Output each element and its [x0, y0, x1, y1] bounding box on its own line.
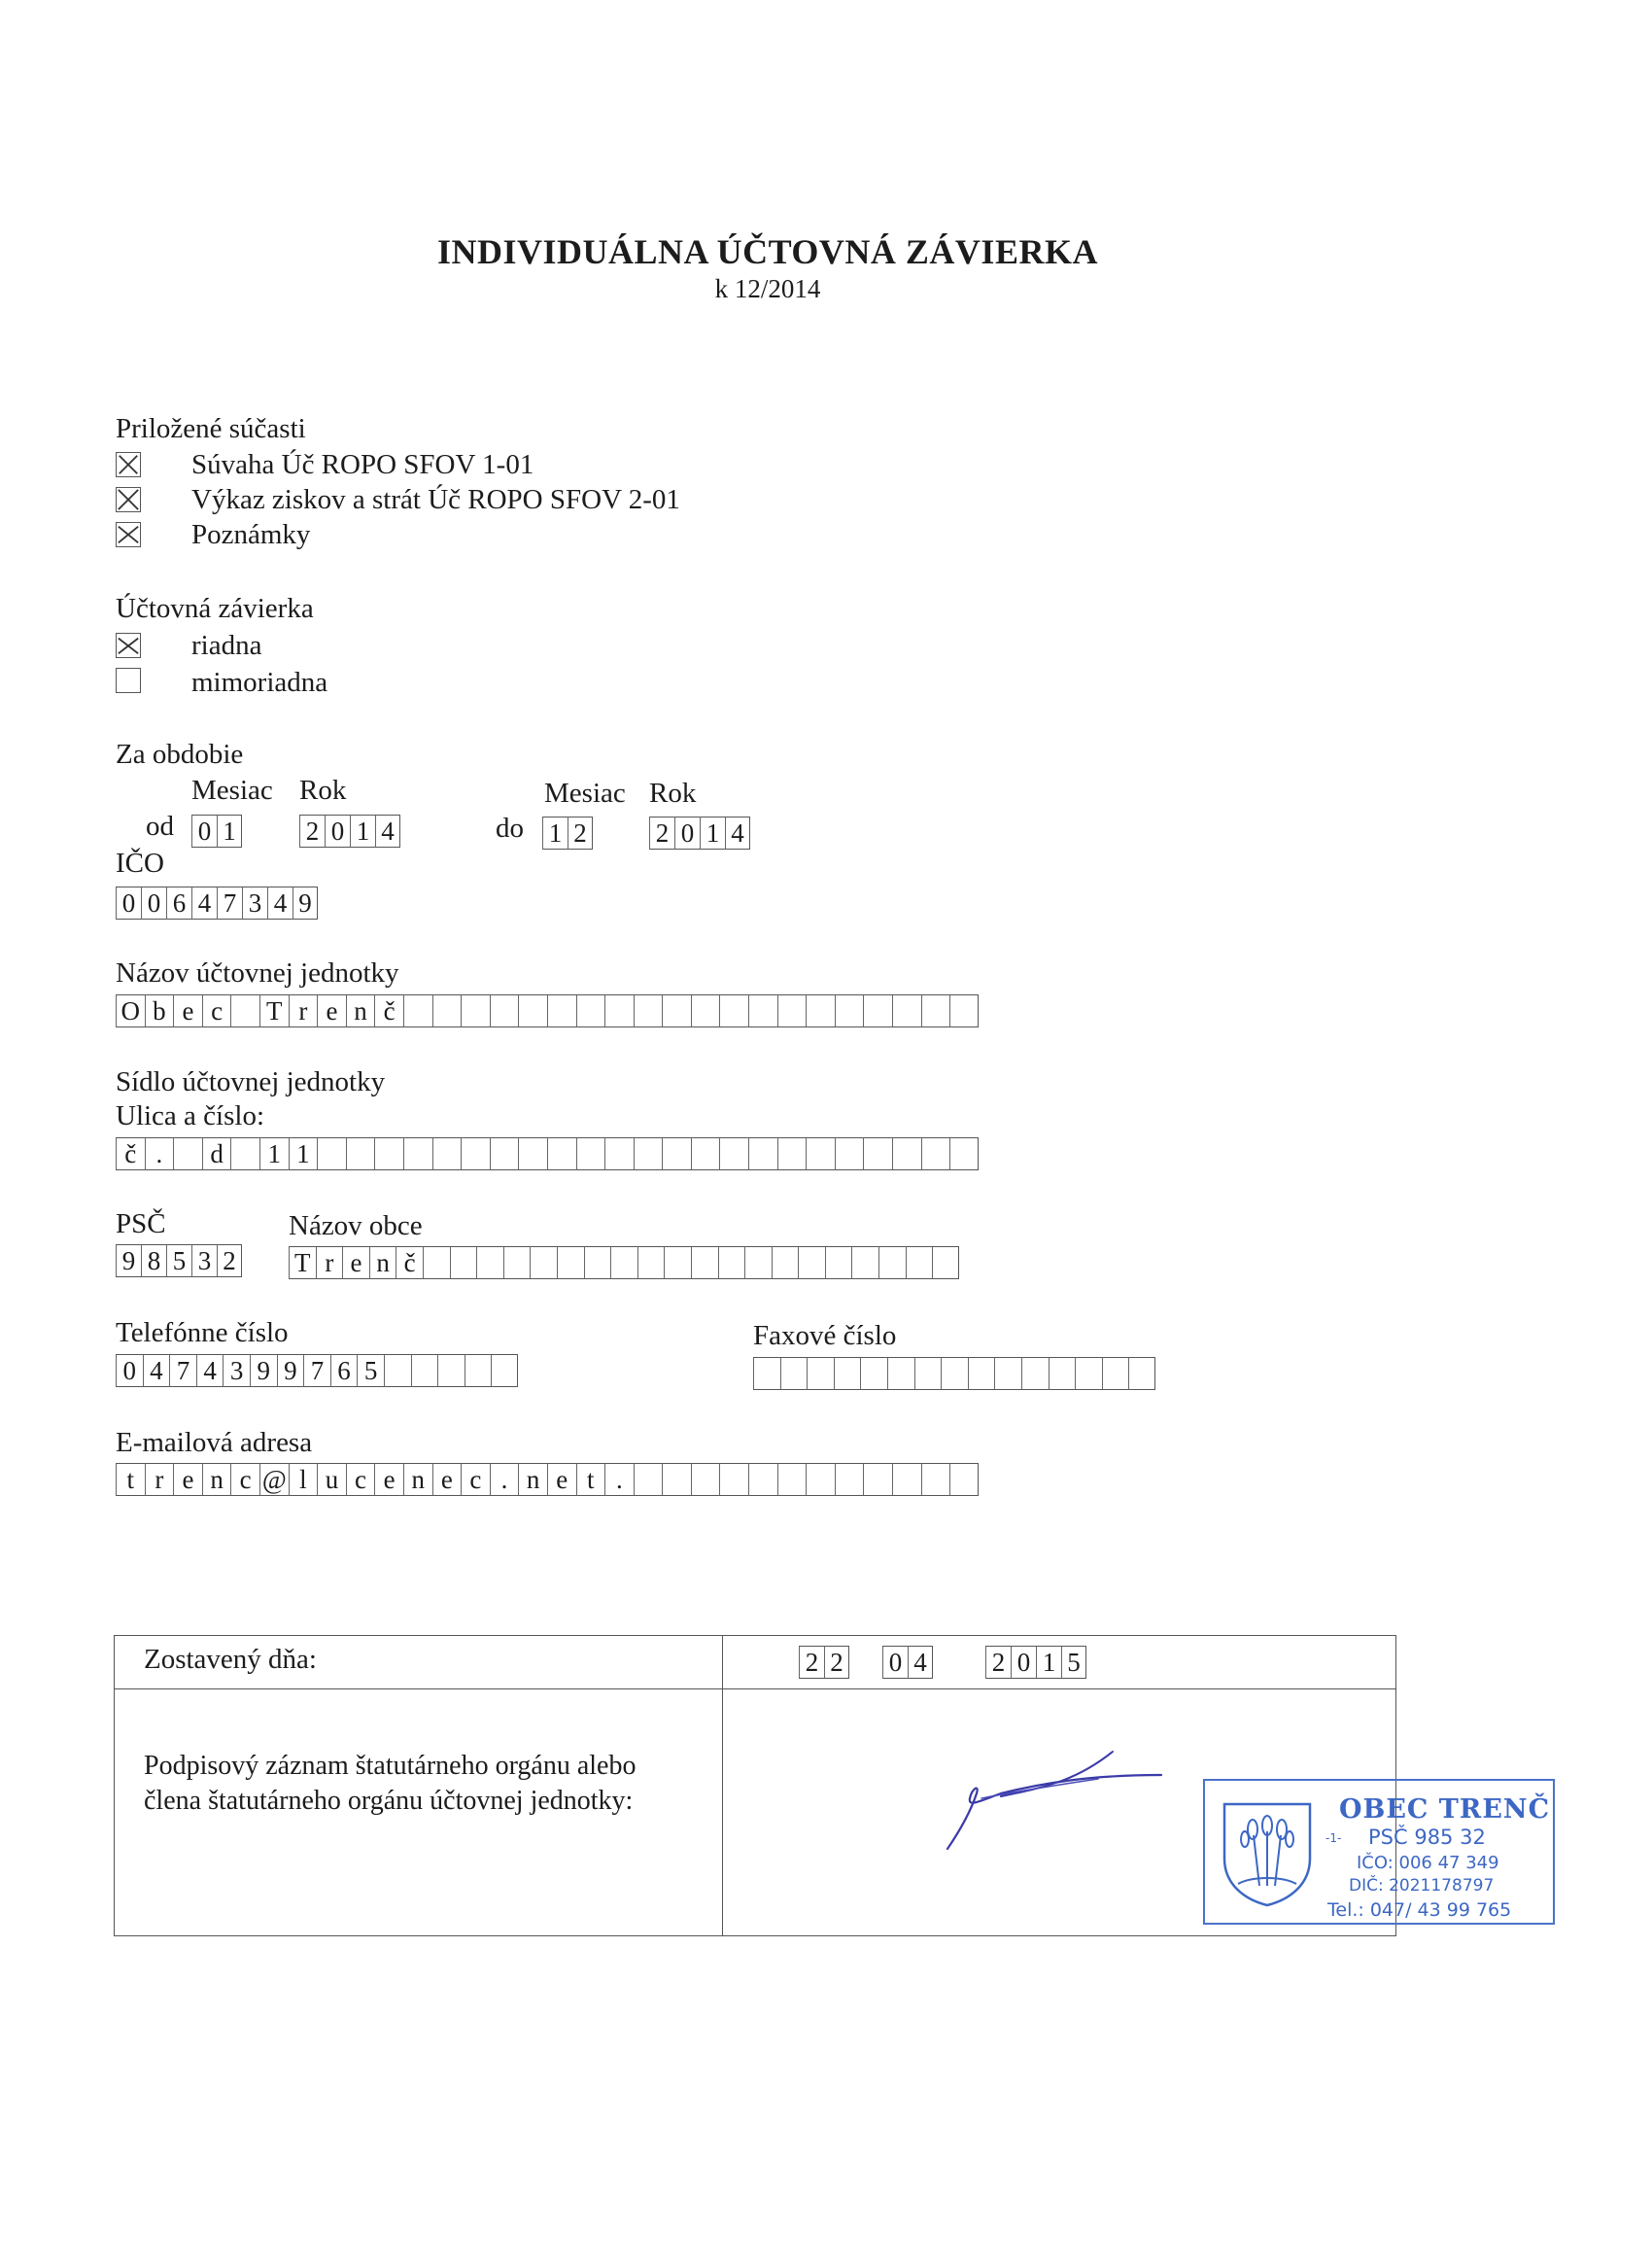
to-label: do	[496, 813, 524, 844]
char-cell	[403, 994, 432, 1027]
char-cell	[753, 1357, 780, 1390]
char-cell	[547, 994, 576, 1027]
from-month-field[interactable]	[191, 815, 242, 848]
char-cell: 2	[299, 815, 325, 848]
char-cell: 0	[1011, 1646, 1036, 1679]
char-cell: e	[317, 994, 346, 1027]
char-cell: 3	[223, 1354, 250, 1387]
char-cell: 2	[217, 1244, 242, 1277]
char-cell: 0	[116, 887, 141, 920]
char-cell	[921, 1137, 950, 1170]
char-cell	[835, 1463, 864, 1496]
char-cell: č	[374, 994, 403, 1027]
char-cell: .	[604, 1463, 634, 1496]
char-cell	[461, 994, 490, 1027]
char-cell	[835, 1137, 864, 1170]
char-cell: 6	[166, 887, 191, 920]
char-cell	[317, 1137, 346, 1170]
char-cell: T	[259, 994, 289, 1027]
char-cell	[1128, 1357, 1155, 1390]
email-label: E-mailová adresa	[116, 1427, 313, 1458]
to-year-label: Rok	[649, 778, 697, 809]
street-field[interactable]	[116, 1137, 979, 1170]
char-cell: e	[374, 1463, 403, 1496]
char-cell: 0	[141, 887, 166, 920]
char-cell: .	[490, 1463, 519, 1496]
checkbox-vykaz[interactable]	[116, 487, 141, 512]
entity-name-label: Názov účtovnej jednotky	[116, 957, 399, 989]
char-cell	[634, 994, 663, 1027]
char-cell	[503, 1246, 531, 1279]
char-cell	[662, 1463, 691, 1496]
char-cell	[530, 1246, 557, 1279]
char-cell	[691, 994, 720, 1027]
char-cell: 1	[289, 1137, 318, 1170]
signature-icon	[943, 1740, 1176, 1857]
from-label: od	[146, 811, 174, 842]
psc-field[interactable]	[116, 1244, 242, 1277]
char-cell	[634, 1463, 663, 1496]
char-cell: 2	[824, 1646, 849, 1679]
char-cell	[748, 1463, 777, 1496]
town-field[interactable]	[289, 1246, 959, 1279]
stamp-tel: Tel.: 047/ 43 99 765	[1327, 1899, 1512, 1921]
char-cell	[777, 1463, 807, 1496]
char-cell	[490, 1137, 519, 1170]
char-cell	[432, 994, 462, 1027]
char-cell	[557, 1246, 584, 1279]
char-cell	[230, 994, 259, 1027]
char-cell	[748, 994, 777, 1027]
char-cell	[914, 1357, 942, 1390]
char-cell: č	[116, 1137, 145, 1170]
ico-label: IČO	[116, 848, 164, 879]
document-subtitle: k 12/2014	[714, 274, 821, 303]
char-cell: .	[145, 1137, 174, 1170]
from-year-field[interactable]	[299, 815, 400, 848]
street-label: Ulica a číslo:	[116, 1100, 265, 1131]
char-cell: 2	[649, 817, 674, 850]
char-cell	[450, 1246, 477, 1279]
char-cell: t	[116, 1463, 145, 1496]
signature-label-line1: Podpisový záznam štatutárneho orgánu alebo	[144, 1751, 637, 1781]
attachment-label-poznamky: Poznámky	[191, 519, 311, 550]
char-cell: 3	[242, 887, 267, 920]
from-month-label: Mesiac	[191, 775, 273, 806]
char-cell: c	[202, 994, 231, 1027]
char-cell	[403, 1137, 432, 1170]
char-cell: 9	[277, 1354, 304, 1387]
char-cell	[411, 1354, 438, 1387]
to-month-label: Mesiac	[544, 778, 626, 809]
stamp-psc: PSČ 985 32	[1368, 1826, 1486, 1849]
char-cell	[878, 1246, 906, 1279]
char-cell	[892, 994, 921, 1027]
char-cell	[806, 994, 835, 1027]
char-cell: n	[403, 1463, 432, 1496]
phone-label: Telefónne číslo	[116, 1317, 289, 1348]
attachment-label-suvaha: Súvaha Úč ROPO SFOV 1-01	[191, 449, 534, 480]
char-cell	[423, 1246, 450, 1279]
compiled-day-field[interactable]	[799, 1646, 849, 1679]
char-cell: e	[173, 1463, 202, 1496]
entity-name-field[interactable]	[116, 994, 979, 1027]
char-cell	[432, 1137, 462, 1170]
char-cell	[892, 1137, 921, 1170]
seat-label: Sídlo účtovnej jednotky	[116, 1066, 386, 1097]
char-cell: t	[576, 1463, 605, 1496]
to-month-field[interactable]	[542, 817, 593, 850]
char-cell	[949, 994, 979, 1027]
compiled-year-field[interactable]	[985, 1646, 1086, 1679]
char-cell: b	[145, 994, 174, 1027]
char-cell	[691, 1137, 720, 1170]
char-cell: @	[259, 1463, 289, 1496]
char-cell	[834, 1357, 861, 1390]
statement-type-label: Účtovná závierka	[116, 593, 314, 624]
char-cell: T	[289, 1246, 316, 1279]
char-cell	[719, 1137, 748, 1170]
char-cell: 1	[350, 815, 375, 848]
char-cell	[384, 1354, 411, 1387]
char-cell	[949, 1463, 979, 1496]
statement-type-riadna: riadna	[191, 630, 262, 661]
char-cell: 1	[700, 817, 725, 850]
compiled-month-field[interactable]	[882, 1646, 933, 1679]
char-cell	[662, 994, 691, 1027]
char-cell	[634, 1137, 663, 1170]
char-cell	[230, 1137, 259, 1170]
char-cell	[604, 994, 634, 1027]
char-cell	[604, 1137, 634, 1170]
char-cell: r	[145, 1463, 174, 1496]
stamp-number: -1-	[1325, 1831, 1342, 1845]
char-cell: l	[289, 1463, 318, 1496]
char-cell	[691, 1463, 720, 1496]
char-cell	[949, 1137, 979, 1170]
char-cell	[968, 1357, 995, 1390]
char-cell: 7	[217, 887, 242, 920]
char-cell: d	[202, 1137, 231, 1170]
char-cell: 0	[674, 817, 700, 850]
char-cell	[490, 994, 519, 1027]
char-cell	[374, 1137, 403, 1170]
stamp-ico: IČO: 006 47 349	[1357, 1853, 1499, 1873]
char-cell	[806, 1463, 835, 1496]
char-cell: e	[173, 994, 202, 1027]
char-cell: n	[518, 1463, 547, 1496]
char-cell	[637, 1246, 665, 1279]
char-cell	[576, 994, 605, 1027]
fax-label: Faxové číslo	[753, 1320, 897, 1351]
char-cell	[932, 1246, 959, 1279]
char-cell	[691, 1246, 718, 1279]
statement-type-mimoriadna: mimoriadna	[191, 667, 328, 698]
char-cell	[662, 1137, 691, 1170]
psc-label: PSČ	[116, 1208, 166, 1239]
char-cell	[1102, 1357, 1129, 1390]
char-cell: 1	[542, 817, 568, 850]
char-cell	[719, 994, 748, 1027]
town-label: Názov obce	[289, 1210, 423, 1241]
char-cell	[863, 994, 892, 1027]
char-cell	[806, 1137, 835, 1170]
char-cell: e	[342, 1246, 369, 1279]
char-cell	[863, 1137, 892, 1170]
char-cell	[777, 1137, 807, 1170]
signature-label-line2: člena štatutárneho orgánu účtovnej jednotky:	[144, 1786, 634, 1816]
char-cell	[851, 1246, 878, 1279]
char-cell	[780, 1357, 808, 1390]
char-cell	[518, 994, 547, 1027]
char-cell	[576, 1137, 605, 1170]
char-cell	[994, 1357, 1021, 1390]
char-cell	[941, 1357, 968, 1390]
to-year-field[interactable]	[649, 817, 750, 850]
char-cell: 4	[191, 887, 217, 920]
char-cell	[921, 1463, 950, 1496]
char-cell: u	[317, 1463, 346, 1496]
char-cell	[461, 1137, 490, 1170]
char-cell	[491, 1354, 518, 1387]
char-cell: e	[547, 1463, 576, 1496]
char-cell: 0	[191, 815, 217, 848]
ico-field[interactable]	[116, 887, 318, 920]
document-title: INDIVIDUÁLNA ÚČTOVNÁ ZÁVIERKA	[437, 232, 1098, 271]
char-cell	[584, 1246, 611, 1279]
char-cell: n	[369, 1246, 396, 1279]
char-cell: 5	[166, 1244, 191, 1277]
char-cell	[887, 1357, 914, 1390]
char-cell	[748, 1137, 777, 1170]
fax-field[interactable]	[753, 1357, 1155, 1390]
char-cell	[1021, 1357, 1049, 1390]
char-cell	[860, 1357, 887, 1390]
from-year-label: Rok	[299, 775, 347, 806]
char-cell	[518, 1137, 547, 1170]
char-cell	[346, 1137, 375, 1170]
char-cell: c	[346, 1463, 375, 1496]
char-cell	[835, 994, 864, 1027]
char-cell: 4	[143, 1354, 170, 1387]
char-cell	[744, 1246, 772, 1279]
char-cell: 0	[882, 1646, 908, 1679]
char-cell: 7	[303, 1354, 330, 1387]
email-field[interactable]	[116, 1463, 979, 1496]
char-cell: r	[289, 994, 318, 1027]
char-cell: 4	[375, 815, 400, 848]
char-cell: 6	[330, 1354, 358, 1387]
char-cell: n	[202, 1463, 231, 1496]
char-cell: c	[461, 1463, 490, 1496]
char-cell: 4	[267, 887, 293, 920]
char-cell	[798, 1246, 825, 1279]
stamp-dic: DIČ: 2021178797	[1349, 1876, 1495, 1896]
char-cell: 0	[116, 1354, 143, 1387]
char-cell: 4	[908, 1646, 933, 1679]
char-cell: c	[230, 1463, 259, 1496]
char-cell	[173, 1137, 202, 1170]
char-cell	[718, 1246, 745, 1279]
char-cell: O	[116, 994, 145, 1027]
char-cell: 3	[191, 1244, 217, 1277]
char-cell	[825, 1246, 852, 1279]
char-cell	[547, 1137, 576, 1170]
phone-field[interactable]	[116, 1354, 518, 1387]
char-cell: r	[316, 1246, 343, 1279]
char-cell	[777, 994, 807, 1027]
char-cell: č	[396, 1246, 423, 1279]
char-cell	[807, 1357, 834, 1390]
char-cell	[719, 1463, 748, 1496]
checkbox-poznamky[interactable]	[116, 522, 141, 547]
checkbox-mimoriadna[interactable]	[116, 668, 141, 693]
char-cell: 2	[568, 817, 593, 850]
char-cell: e	[432, 1463, 462, 1496]
official-stamp	[1203, 1779, 1555, 1925]
char-cell: 9	[250, 1354, 277, 1387]
checkbox-suvaha[interactable]	[116, 452, 141, 477]
char-cell: 4	[725, 817, 750, 850]
attachments-label: Priložené súčasti	[116, 413, 306, 444]
char-cell: 5	[357, 1354, 384, 1387]
char-cell	[465, 1354, 492, 1387]
char-cell: 0	[325, 815, 350, 848]
char-cell	[921, 994, 950, 1027]
char-cell: 1	[259, 1137, 289, 1170]
char-cell	[476, 1246, 503, 1279]
char-cell: 9	[293, 887, 318, 920]
coat-of-arms-icon	[1219, 1798, 1316, 1907]
char-cell: 2	[985, 1646, 1011, 1679]
char-cell: 1	[217, 815, 242, 848]
attachment-label-vykaz: Výkaz ziskov a strát Úč ROPO SFOV 2-01	[191, 484, 680, 515]
checkbox-riadna[interactable]	[116, 633, 141, 658]
char-cell: 5	[1061, 1646, 1086, 1679]
char-cell	[906, 1246, 933, 1279]
period-label: Za obdobie	[116, 739, 244, 770]
char-cell: n	[346, 994, 375, 1027]
char-cell	[892, 1463, 921, 1496]
stamp-title: OBEC TRENČ	[1339, 1794, 1551, 1825]
char-cell: 8	[141, 1244, 166, 1277]
char-cell: 4	[196, 1354, 224, 1387]
char-cell	[610, 1246, 637, 1279]
char-cell	[1049, 1357, 1076, 1390]
char-cell	[664, 1246, 691, 1279]
char-cell	[437, 1354, 465, 1387]
char-cell: 2	[799, 1646, 824, 1679]
compiled-label: Zostavený dňa:	[144, 1644, 317, 1675]
char-cell	[772, 1246, 799, 1279]
char-cell: 9	[116, 1244, 141, 1277]
char-cell: 1	[1036, 1646, 1061, 1679]
char-cell	[863, 1463, 892, 1496]
char-cell	[1075, 1357, 1102, 1390]
char-cell: 7	[169, 1354, 196, 1387]
